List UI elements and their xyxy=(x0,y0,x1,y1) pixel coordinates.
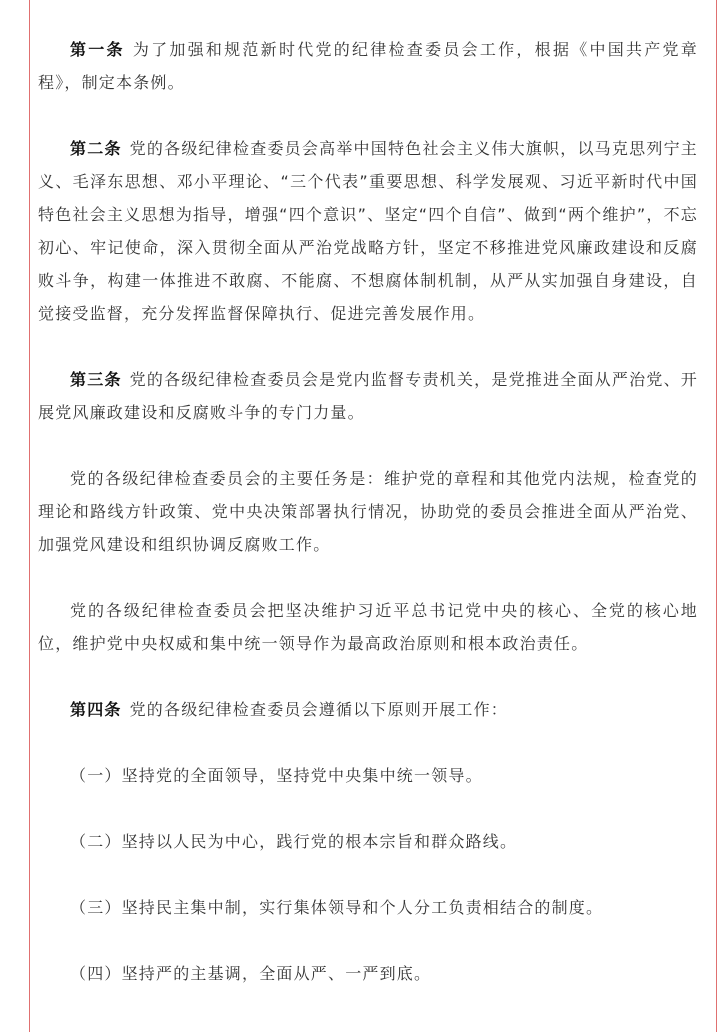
regulation-text xyxy=(38,33,698,1023)
article-2-label: 第二条 xyxy=(70,139,122,158)
article-4-label: 第四条 xyxy=(70,700,122,719)
article-2 xyxy=(38,132,698,330)
article-3-paragraph-2: 党的各级纪律检查委员会的主要任务是：维护党的章程和其他党内法规，检查党的理论和路线方针政策、党中央决策部署执行情况，协助党的委员会推进全面从严治党、加强党风建设和组织协调反腐败工作。 xyxy=(38,469,698,554)
principle-item: （二）坚持以人民为中心，践行党的根本宗旨和群众路线。 xyxy=(70,832,518,851)
right-border-line xyxy=(716,0,717,1032)
article-1-label: 第一条 xyxy=(70,40,125,59)
article-4 xyxy=(38,693,698,726)
article-3-paragraph-3: 党的各级纪律检查委员会把坚决维护习近平总书记党中央的核心、全党的核心地位，维护党中央权威和集中统一领导作为最高政治原则和根本政治责任。 xyxy=(38,601,698,653)
article-3-text: 党的各级纪律检查委员会是党内监督专责机关，是党推进全面从严治党、开展党风廉政建设和反腐败斗争的专门力量。 xyxy=(38,370,698,422)
principle-item: （四）坚持严的主基调，全面从严、一严到底。 xyxy=(70,964,432,983)
article-1 xyxy=(38,33,698,99)
principle-item: （三）坚持民主集中制，实行集体领导和个人分工负责相结合的制度。 xyxy=(70,898,604,917)
article-3 xyxy=(38,363,698,429)
article-1-text: 为了加强和规范新时代党的纪律检查委员会工作，根据《中国共产党章程》，制定本条例。 xyxy=(38,40,699,92)
principle-item: （一）坚持党的全面领导，坚持党中央集中统一领导。 xyxy=(70,766,483,785)
article-3-label: 第三条 xyxy=(70,370,122,389)
article-4-text: 党的各级纪律检查委员会遵循以下原则开展工作： xyxy=(129,700,509,719)
article-2-text: 党的各级纪律检查委员会高举中国特色社会主义伟大旗帜，以马克思列宁主义、毛泽东思想、邓小平理论、“三个代表”重要思想、科学发展观、习近平新时代中国特色社会主义思想为指导，增强“四个意识”、坚定“四个自信”、做到“两个维护”，不忘初心、牢记使命，深入贯彻全面从严治党战略方针，坚定不移推进党风廉政建设和反腐败斗争，构建一体推进不敢腐、不能腐、不想腐体制机制，从严从实加强自身建设，自觉接受监督，充分发挥监督保障执行、促进完善发展作用。 xyxy=(38,139,698,323)
left-border-line xyxy=(29,0,30,1032)
